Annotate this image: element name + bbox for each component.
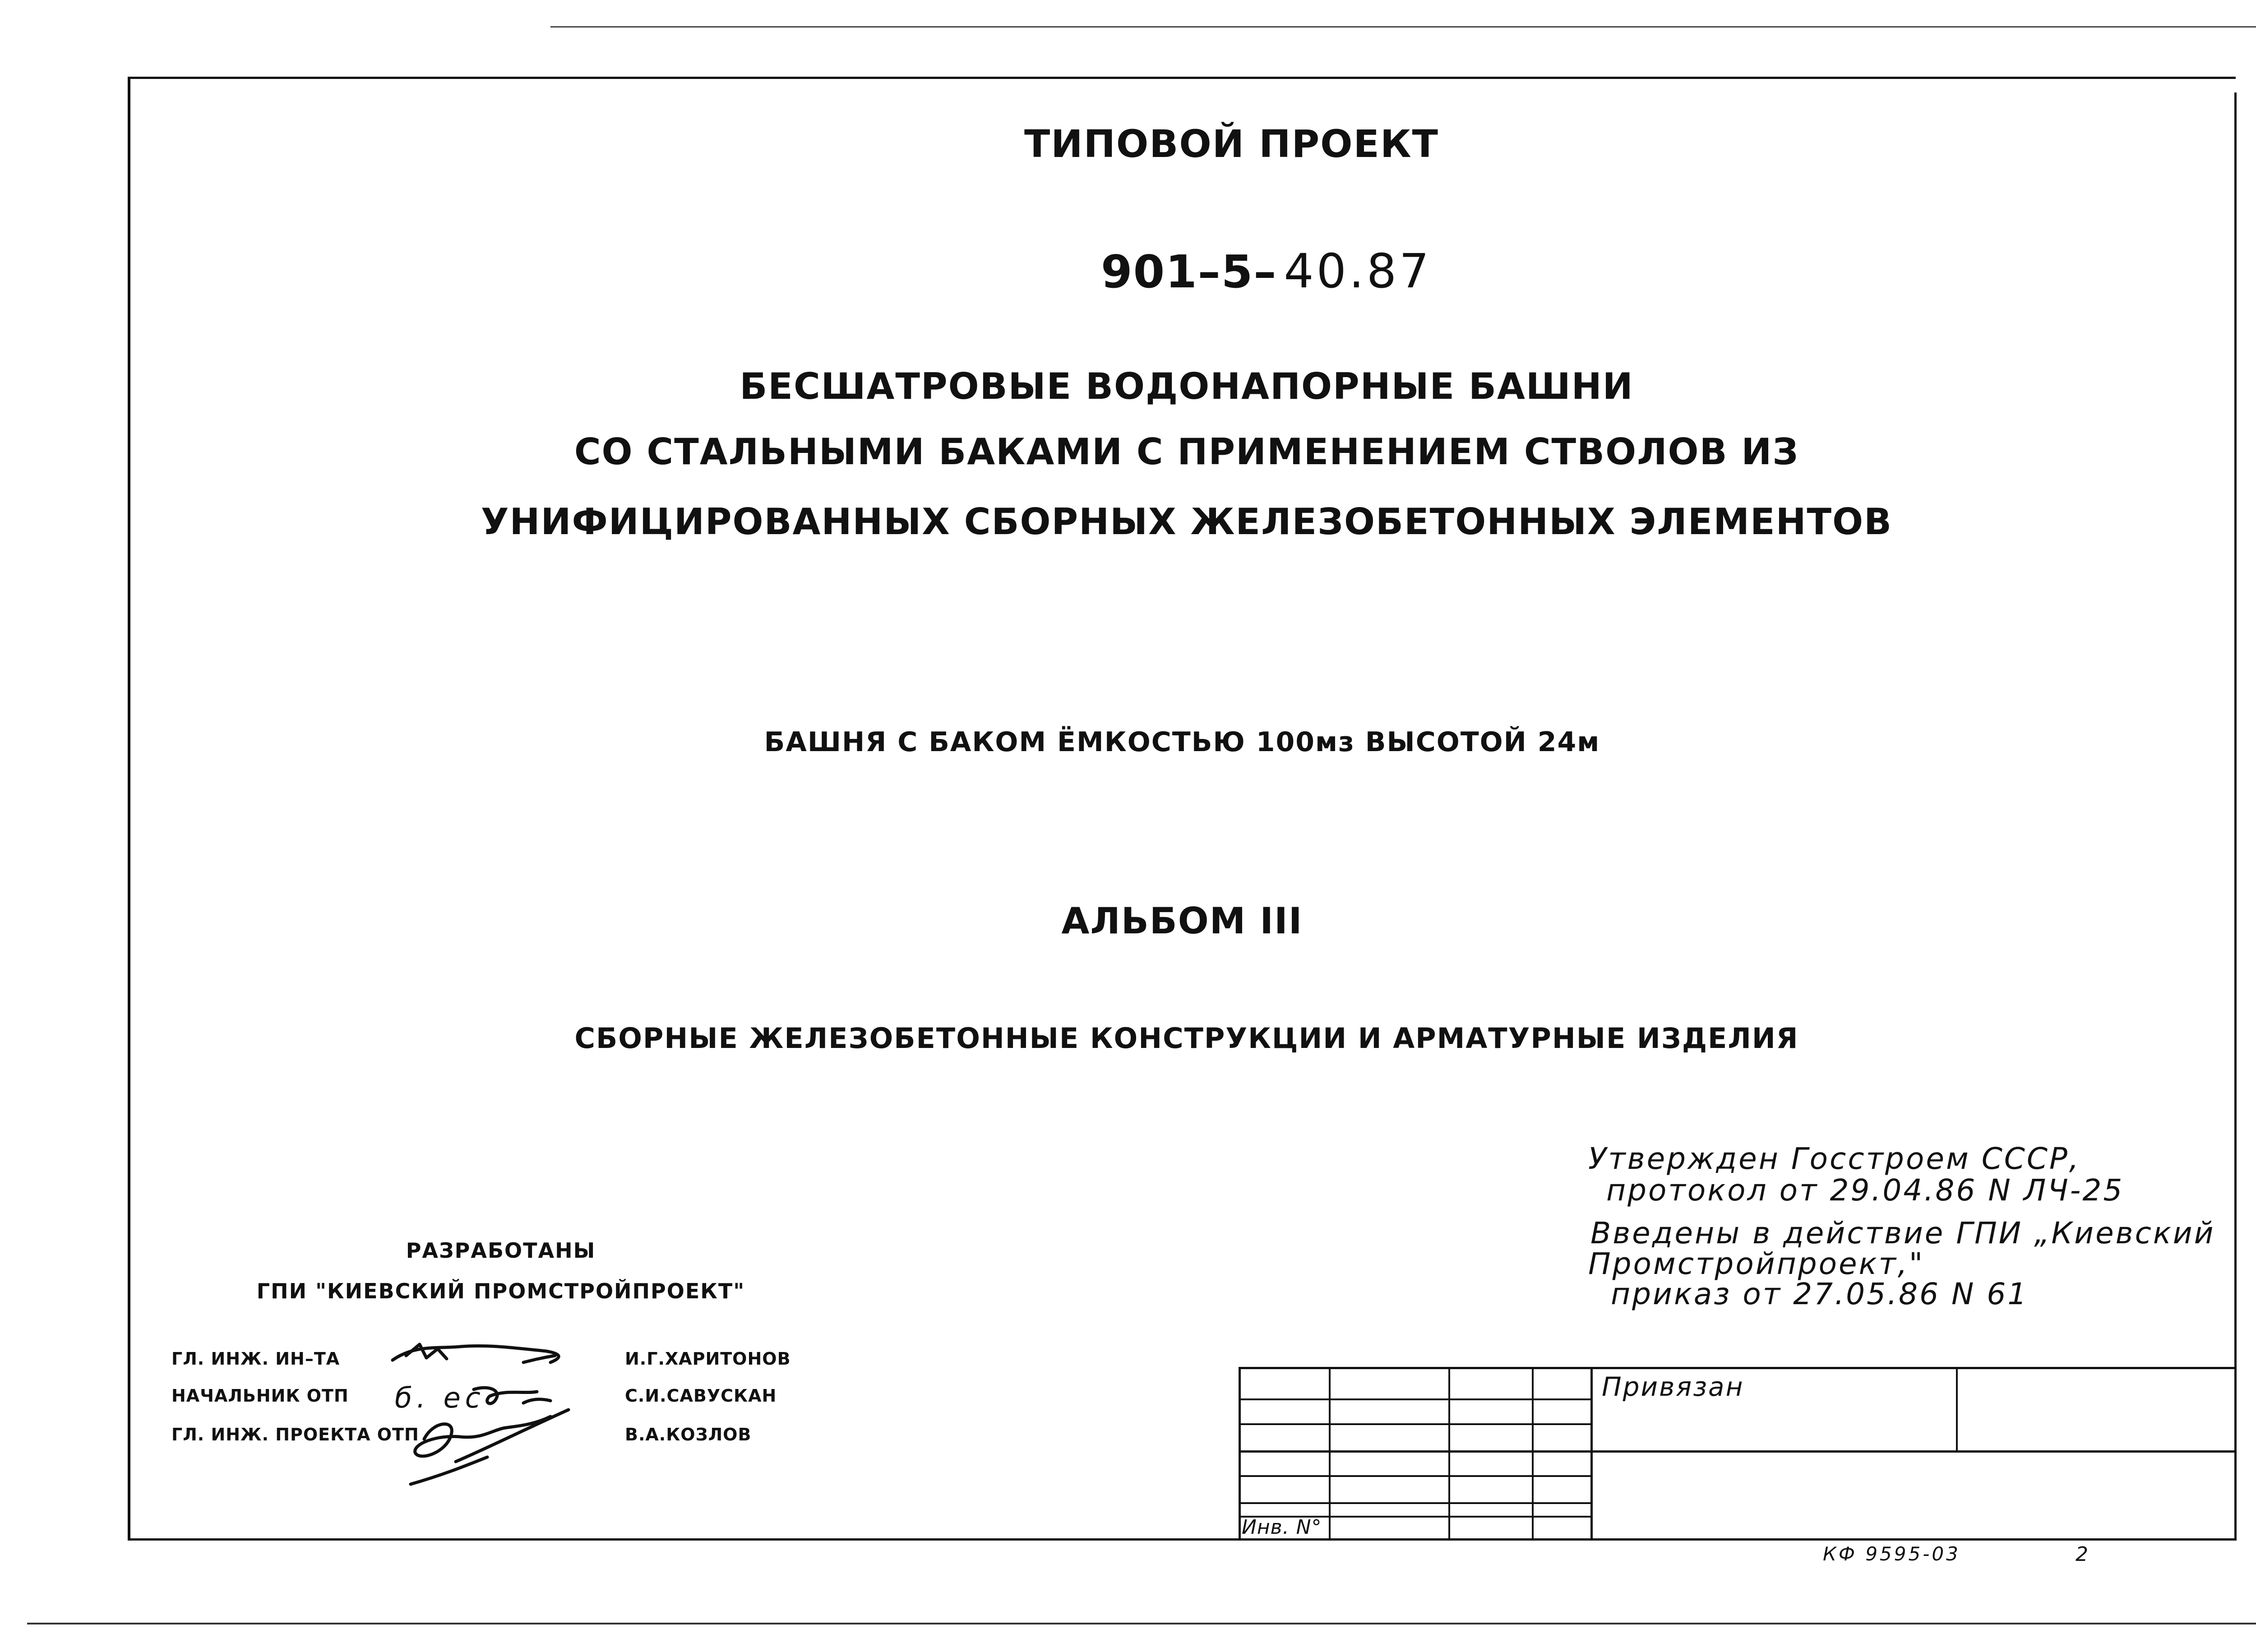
subject-line-3: УНИФИЦИРОВАННЫХ СБОРНЫХ ЖЕЛЕЗОБЕТОННЫХ ЭЛЕМЕНТОВ	[481, 501, 1893, 543]
sheet-top-edge	[550, 26, 2256, 28]
signature-note: б. ес	[395, 1381, 485, 1414]
signatory-role-1: ГЛ. ИНЖ. ИН–ТА	[171, 1349, 340, 1369]
project-number-printed: 901–5–	[1101, 245, 1277, 298]
stamp-row-4	[1239, 1475, 1590, 1477]
signatory-name-1: И.Г.ХАРИТОНОВ	[625, 1349, 791, 1369]
signature-1	[393, 1344, 559, 1362]
stamp-top	[1239, 1367, 2236, 1369]
stamp-row-3	[1239, 1450, 2236, 1453]
project-number	[1101, 244, 1432, 299]
approval-line-3: Введены в действие ГПИ „Киевский	[1590, 1216, 2215, 1251]
tower-description: БАШНЯ С БАКОМ ЁМКОСТЬЮ 100мз ВЫСОТОЙ 24м	[764, 726, 1600, 758]
stamp-col-4	[1590, 1367, 1593, 1541]
stamp-inv-number: Инв. N°	[1242, 1516, 1322, 1539]
subject-line-1: БЕСШАТРОВЫЕ ВОДОНАПОРНЫЕ БАШНИ	[740, 365, 1634, 407]
sheet-bottom-edge	[27, 1623, 2256, 1624]
footer-code: КФ 9595-03	[1823, 1543, 1960, 1565]
stamp-privyazan: Привязан	[1602, 1371, 1744, 1402]
outer-frame-right	[2234, 92, 2237, 1541]
subject-line-2: СО СТАЛЬНЫМИ БАКАМИ С ПРИМЕНЕНИЕМ СТВОЛОВ ИЗ	[574, 431, 1799, 473]
developer-heading: РАЗРАБОТАНЫ	[406, 1238, 596, 1263]
stamp-row-5	[1239, 1502, 1590, 1504]
signature-2	[474, 1388, 550, 1403]
footer-sheet-number: 2	[2076, 1543, 2090, 1566]
stamp-col-3	[1532, 1367, 1534, 1541]
stamp-row-2	[1239, 1423, 1590, 1425]
signature-3	[411, 1410, 569, 1484]
developer-org: ГПИ "КИЕВСКИЙ ПРОМСТРОЙПРОЕКТ"	[256, 1279, 745, 1303]
stamp-row-1	[1239, 1398, 1590, 1400]
signatory-role-3: ГЛ. ИНЖ. ПРОЕКТА ОТП	[171, 1425, 419, 1444]
approval-line-4: Промстройпроект,"	[1588, 1246, 1925, 1281]
approval-line-5: приказ от 27.05.86 N 61	[1611, 1277, 2029, 1311]
album-title: АЛЬБОМ III	[1061, 900, 1303, 942]
stamp-col-5	[1956, 1367, 1958, 1452]
album-subtitle: СБОРНЫЕ ЖЕЛЕЗОБЕТОННЫЕ КОНСТРУКЦИИ И АРМАТУРНЫЕ ИЗДЕЛИЯ	[574, 1022, 1799, 1055]
signatory-name-2: С.И.САВУСКАН	[625, 1386, 777, 1406]
signature-strokes	[388, 1335, 587, 1498]
approval-line-2: протокол от 29.04.86 N ЛЧ-25	[1606, 1173, 2124, 1208]
outer-frame-left	[128, 77, 130, 1541]
approval-line-1: Утвержден Госстроем СССР,	[1588, 1141, 2080, 1176]
stamp-col-1	[1329, 1367, 1331, 1541]
signatory-name-3: В.А.КОЗЛОВ	[625, 1425, 752, 1444]
stamp-col-2	[1448, 1367, 1450, 1541]
outer-frame-top	[129, 77, 2236, 79]
outer-frame-bottom	[128, 1538, 2237, 1541]
signatory-role-2: НАЧАЛЬНИК ОТП	[171, 1386, 349, 1406]
document-type-title: ТИПОВОЙ ПРОЕКТ	[1024, 122, 1439, 166]
project-number-handwritten: 40.87	[1284, 244, 1432, 299]
stamp-left	[1239, 1367, 1241, 1541]
